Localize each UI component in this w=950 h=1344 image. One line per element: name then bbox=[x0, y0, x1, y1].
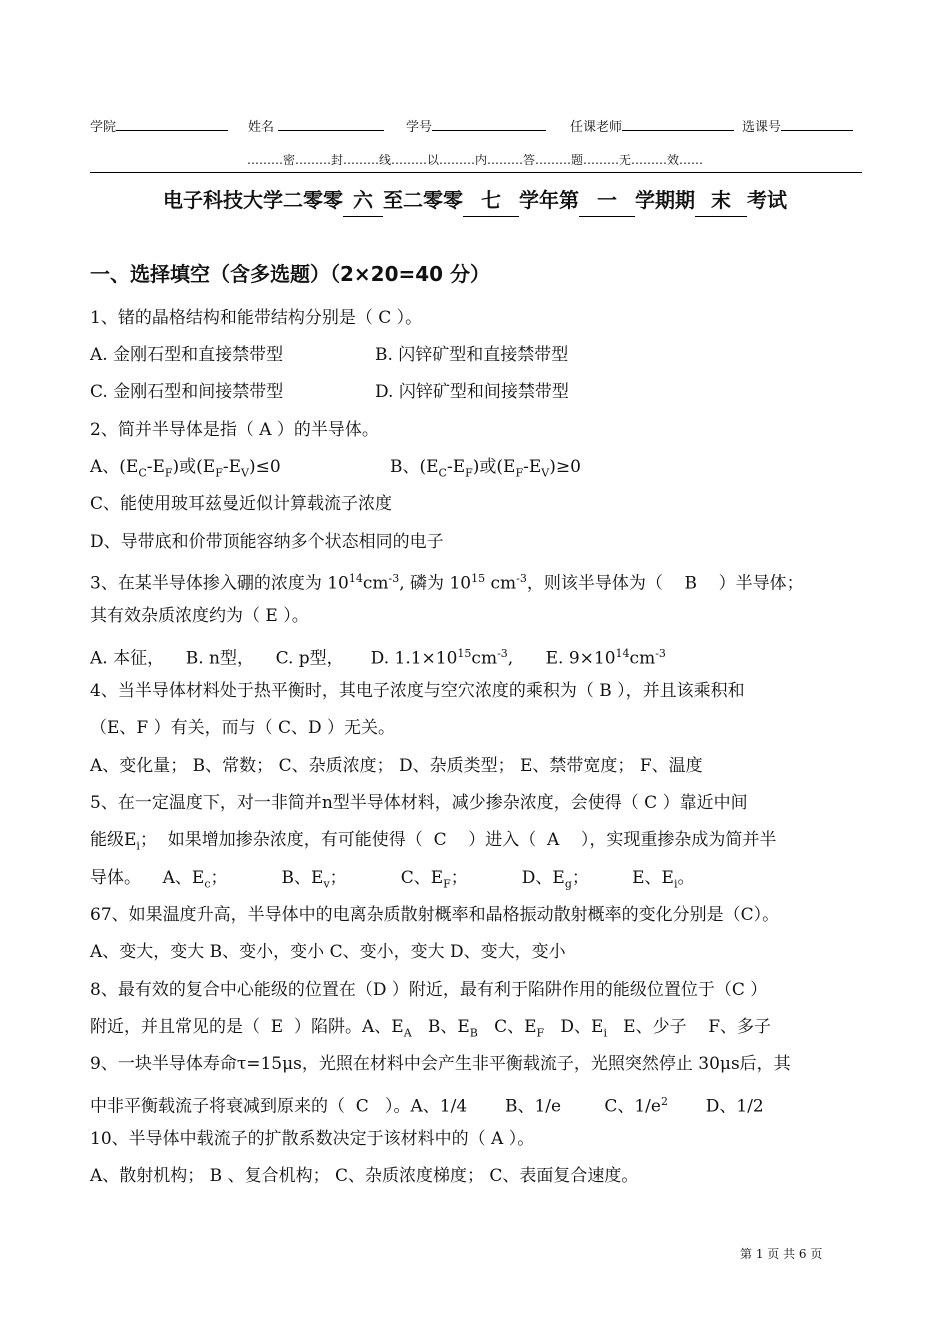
q5-o8: g bbox=[564, 877, 572, 891]
q8-stem: 8、最有效的复合中心能级的位置在（D ）附近，最有利于陷阱作用的能级位置位于（C ） bbox=[90, 980, 768, 1000]
q3-o1: A. 本征， B. n型， C. p型， D. 1.1×10 bbox=[90, 648, 458, 669]
q5-options bbox=[90, 865, 865, 897]
name-blank[interactable] bbox=[278, 116, 384, 131]
q1-stem: 1、锗的晶格结构和能带结构分别是（ C ）。 bbox=[90, 308, 423, 328]
q3-o6: 14 bbox=[615, 647, 630, 660]
q2-a-1: A、(E bbox=[90, 457, 139, 477]
q2-stem: 2、简并半导体是指（ A ）的半导体。 bbox=[90, 420, 379, 440]
q3-s4: -3 bbox=[388, 572, 400, 585]
q8-s6: F bbox=[536, 1026, 545, 1040]
q1-option-a: A. 金刚石型和直接禁带型 bbox=[90, 345, 284, 365]
q3-s1: 3、在某半导体掺入硼的浓度为 10 bbox=[90, 573, 349, 594]
q2-a-6: F bbox=[215, 466, 223, 480]
q5-s1: 能级E bbox=[90, 830, 137, 850]
teacher-label: 任课老师 bbox=[570, 120, 623, 135]
q3-o8: -3 bbox=[655, 647, 666, 660]
q9-s1: 中非平衡载流子将衰减到原来的（ C ）。A、1/4 B、1/e C、1/e bbox=[90, 1096, 661, 1117]
name-label: 姓名 bbox=[248, 120, 275, 135]
q8-s9: E、少子 F、多子 bbox=[606, 1017, 772, 1037]
q5-o9: ； E、E bbox=[571, 868, 674, 888]
title-part3: 学年第 bbox=[519, 188, 579, 212]
q8-s2: A bbox=[403, 1026, 412, 1040]
title-part4: 学期期 bbox=[635, 188, 695, 212]
q5-o4: v bbox=[323, 877, 330, 891]
q9-s3: D、1/2 bbox=[667, 1096, 764, 1117]
student-info-header bbox=[90, 116, 860, 138]
q5-s3: ； 如果增加掺杂浓度，有可能使得（ C ）进入（ A ），实现重掺杂成为简并半 bbox=[139, 830, 777, 850]
q1-options-ab bbox=[90, 342, 865, 368]
q2-option-c: C、能使用玻耳兹曼近似计算载流子浓度 bbox=[90, 494, 393, 514]
q2-option-a bbox=[90, 457, 281, 480]
q8-s7: D、E bbox=[544, 1017, 604, 1037]
college-field bbox=[90, 116, 228, 138]
teacher-blank[interactable] bbox=[622, 116, 734, 131]
q5-o11: 。 bbox=[677, 868, 695, 888]
q9-stem2 bbox=[90, 1089, 865, 1120]
name-field bbox=[248, 116, 384, 138]
title-part1: 电子科技大学二零零 bbox=[163, 188, 343, 212]
q3-s9: ，则该半导体为（ B ）半导体； bbox=[526, 573, 804, 594]
q9-stem: 9、一块半导体寿命τ=15μs，光照在材料中会产生非平衡载流子，光照突然停止 30μs后，其 bbox=[90, 1054, 791, 1074]
college-blank[interactable] bbox=[116, 116, 228, 131]
q3-s6: 15 bbox=[471, 572, 486, 585]
q4-stem2: （E、F ）有关，而与（ C、D ）无关。 bbox=[90, 718, 396, 738]
q4-options: A、变化量； B、常数； C、杂质浓度； D、杂质类型； E、禁带宽度； F、温度 bbox=[90, 756, 703, 776]
exam-title bbox=[90, 184, 860, 217]
q10-stem: 10、半导体中载流子的扩散系数决定于该材料中的（ A ）。 bbox=[90, 1129, 535, 1149]
section-heading: 一、选择填空（含多选题）（2×20=40 分） bbox=[90, 262, 491, 286]
id-blank[interactable] bbox=[432, 116, 546, 131]
q2-b-6: F bbox=[515, 466, 524, 480]
q5-stem2 bbox=[90, 827, 865, 859]
id-label: 学号 bbox=[406, 120, 433, 135]
q2-a-2: C bbox=[138, 466, 147, 480]
q3-s7: cm bbox=[485, 573, 517, 594]
q2-a-5: )或(E bbox=[172, 457, 216, 477]
q8-s5: C、E bbox=[477, 1017, 537, 1037]
college-label: 学院 bbox=[90, 120, 117, 135]
title-year-end: 七 bbox=[463, 184, 519, 217]
q5-o1: 导体。 A、E bbox=[90, 868, 205, 888]
q2-b-1: B、(E bbox=[390, 457, 439, 477]
q2-option-b bbox=[390, 454, 581, 486]
q5-o10: i bbox=[673, 877, 678, 891]
q8-s8: i bbox=[603, 1026, 607, 1040]
q3-stem bbox=[90, 566, 865, 597]
id-field bbox=[406, 116, 546, 138]
q8-s4: B bbox=[469, 1026, 478, 1040]
title-term: 一 bbox=[579, 184, 635, 217]
q5-o7: ； D、E bbox=[450, 868, 565, 888]
q2-b-7: -E bbox=[523, 457, 542, 477]
q3-o3: cm bbox=[471, 648, 498, 669]
course-label: 选课号 bbox=[742, 120, 782, 135]
q1-option-d: D. 闪锌矿型和间接禁带型 bbox=[375, 382, 569, 402]
q8-stem2 bbox=[90, 1014, 865, 1046]
seal-line: ………密………封………线………以………内………答………题………无………效…… bbox=[246, 153, 703, 167]
q67-stem: 67、如果温度升高，半导体中的电离杂质散射概率和晶格振动散射概率的变化分别是（C）。 bbox=[90, 905, 780, 925]
q2-option-d: D、导带底和价带顶能容纳多个状态相同的电子 bbox=[90, 532, 444, 552]
title-part5: 考试 bbox=[747, 188, 787, 212]
q2-b-8: V bbox=[541, 466, 550, 480]
q5-s2: i bbox=[136, 839, 140, 853]
q1-options-cd bbox=[90, 379, 865, 405]
teacher-field bbox=[570, 116, 734, 138]
q2-options-ab bbox=[90, 454, 865, 486]
header-divider bbox=[90, 172, 862, 173]
q3-s3: cm bbox=[362, 573, 389, 594]
q2-a-9: )≤0 bbox=[248, 457, 281, 477]
title-exam-kind: 末 bbox=[695, 184, 747, 217]
q1-option-b: B. 闪锌矿型和直接禁带型 bbox=[375, 345, 569, 365]
q4-stem: 4、当半导体材料处于热平衡时，其电子浓度与空穴浓度的乘积为（ B ），并且该乘积和 bbox=[90, 681, 745, 701]
q2-b-2: C bbox=[438, 466, 447, 480]
q3-o4: -3 bbox=[497, 647, 508, 660]
q2-a-3: -E bbox=[146, 457, 165, 477]
title-year-start: 六 bbox=[343, 184, 383, 217]
q2-b-9: )≥0 bbox=[549, 457, 581, 477]
q8-s1: 附近，并且常见的是（ E ）陷阱。A、E bbox=[90, 1017, 404, 1037]
q5-o6: F bbox=[443, 877, 451, 891]
q8-s3: B、E bbox=[411, 1017, 470, 1037]
title-part2: 至二零零 bbox=[383, 188, 463, 212]
q3-options bbox=[90, 641, 865, 672]
q3-s2: 14 bbox=[348, 572, 363, 585]
q3-s5: , 磷为 10 bbox=[399, 573, 472, 594]
q2-a-4: F bbox=[164, 466, 173, 480]
q67-options: A、变大，变大 B、变小，变小 C、变小，变大 D、变大，变小 bbox=[90, 942, 566, 962]
q2-a-8: V bbox=[241, 466, 249, 480]
q2-b-4: F bbox=[465, 466, 473, 480]
q1-option-c: C. 金刚石型和间接禁带型 bbox=[90, 382, 284, 402]
q3-o5: , E. 9×10 bbox=[507, 648, 616, 669]
q10-options: A、散射机构； B 、复合机构； C、杂质浓度梯度； C、表面复合速度。 bbox=[90, 1166, 639, 1186]
q2-b-5: )或(E bbox=[472, 457, 516, 477]
q5-o3: ； B、E bbox=[210, 868, 324, 888]
q5-o2: c bbox=[204, 877, 211, 891]
course-field bbox=[742, 116, 853, 138]
q5-stem: 5、在一定温度下，对一非简并n型半导体材料，减少掺杂浓度，会使得（ C ）靠近中间 bbox=[90, 793, 748, 813]
q3-o2: 15 bbox=[457, 647, 472, 660]
q9-s2: 2 bbox=[660, 1095, 668, 1108]
q3-stem2: 其有效杂质浓度约为（ E ）。 bbox=[90, 606, 309, 626]
q2-b-3: -E bbox=[446, 457, 466, 477]
page-number: 第 1 页 共 6 页 bbox=[740, 1247, 823, 1261]
course-blank[interactable] bbox=[781, 116, 853, 131]
q3-s8: -3 bbox=[516, 572, 527, 585]
q2-a-7: -E bbox=[222, 457, 242, 477]
q3-o7: cm bbox=[629, 648, 656, 669]
q5-o5: ； C、E bbox=[329, 868, 444, 888]
